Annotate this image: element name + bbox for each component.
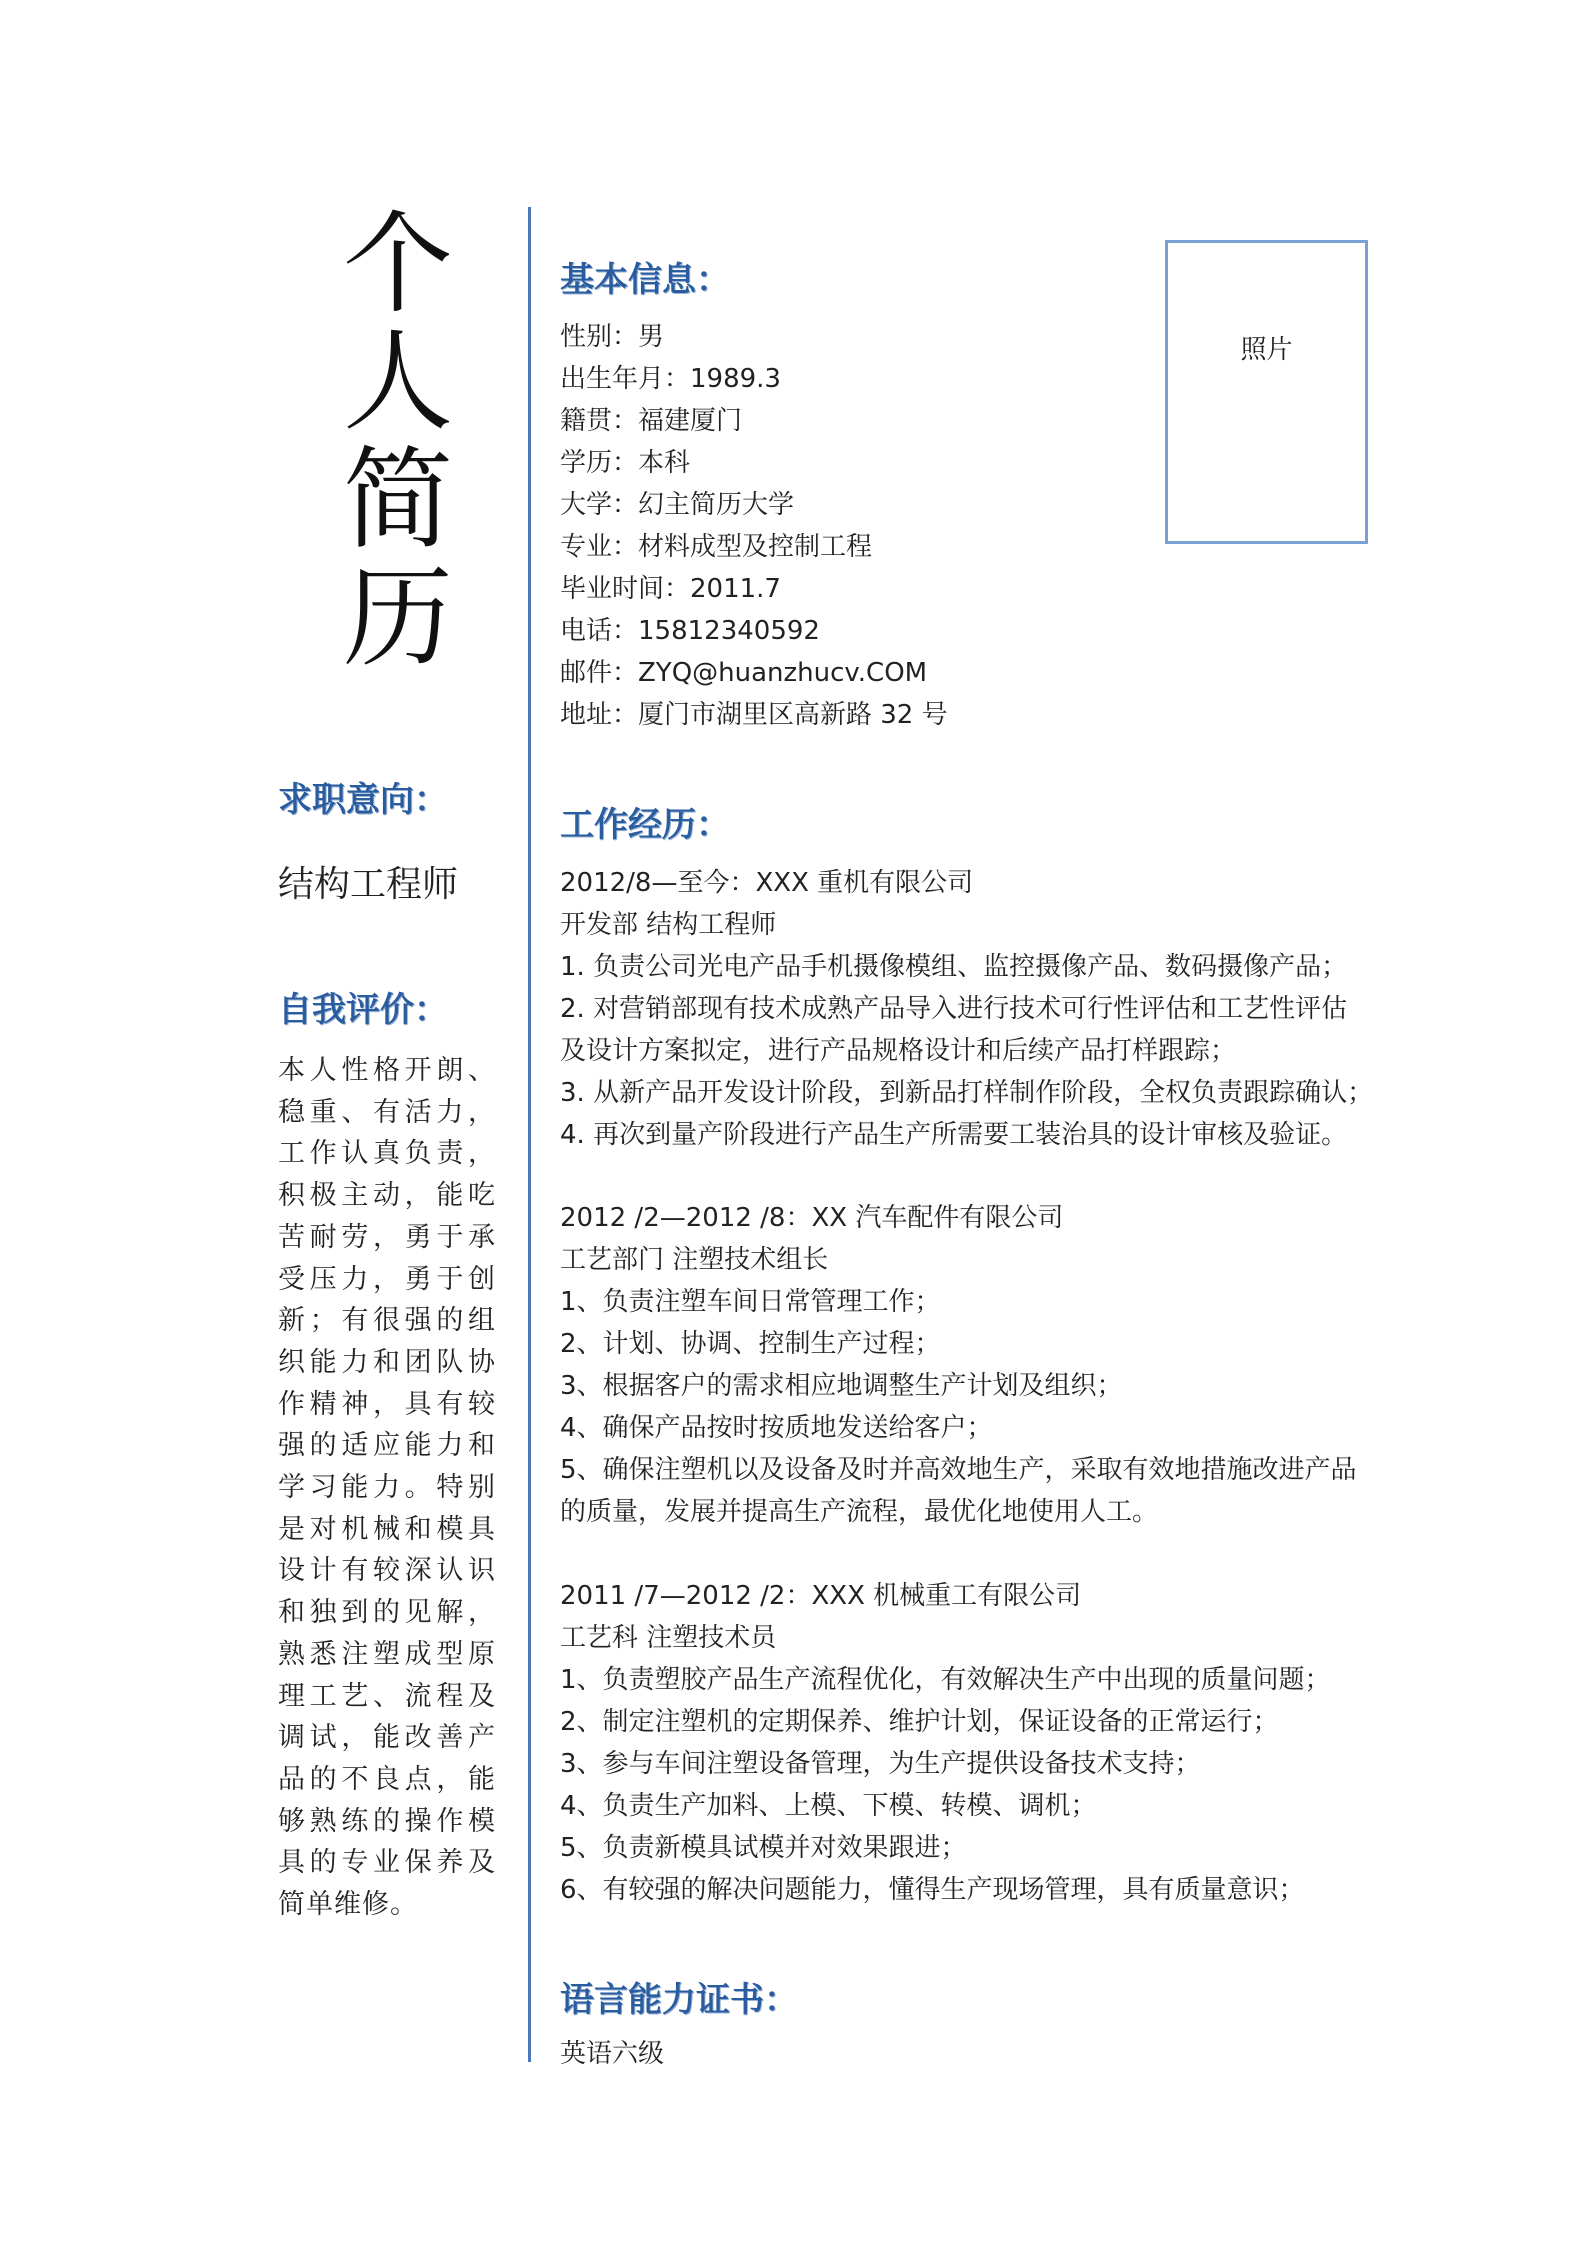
job-duty: 2. 对营销部现有技术成熟产品导入进行技术可行性评估和工艺性评估 (560, 994, 1348, 1024)
title-char: 简 (343, 436, 453, 564)
job-duty: 及设计方案拟定，进行产品规格设计和后续产品打样跟踪； (560, 1036, 1237, 1066)
photo-label: 照片 (1240, 334, 1293, 365)
job-duty: 4、负责生产加料、上模、下模、转模、调机； (560, 1791, 1097, 1821)
self-eval-text: 本人性格开朗、稳重、有活力，工作认真负责，积极主动，能吃苦耐劳，勇于承受压力，勇于创新；有很强的组织能力和团队协作精神，具有较强的适应能力和学习能力。特别是对机械和模具设计有较深认识和独到的见解，熟悉注塑成型原理工艺、流程及调试，能改善产品的不良点，能够熟练的操作模具的专业保养及简单维修。 (278, 1055, 496, 1921)
info-phone: 电话：15812340592 (560, 616, 820, 646)
job-target-value: 结构工程师 (278, 864, 459, 905)
photo-placeholder (1165, 240, 1368, 544)
job-duty: 4、确保产品按时按质地发送给客户； (560, 1413, 993, 1443)
job-duty: 5、负责新模具试模并对效果跟进； (560, 1833, 967, 1863)
info-birth: 出生年月：1989.3 (560, 364, 781, 394)
self-eval-heading: 自我评价： (278, 990, 448, 1030)
info-university: 大学：幻主简历大学 (560, 490, 795, 520)
info-email: 邮件：ZYQ@huanzhucv.COM (560, 658, 928, 688)
info-gender: 性别：男 (560, 322, 665, 352)
job-role: 工艺部门 注塑技术组长 (560, 1245, 829, 1275)
job-role: 工艺科 注塑技术员 (560, 1623, 777, 1653)
job-duty: 3、根据客户的需求相应地调整生产计划及组织； (560, 1371, 1123, 1401)
job-entry (560, 1197, 1440, 1533)
job-period: 2012 /2—2012 /8：XX 汽车配件有限公司 (560, 1203, 1064, 1233)
info-graduation: 毕业时间：2011.7 (560, 574, 781, 604)
resume-title (328, 200, 468, 682)
job-duty: 5、确保注塑机以及设备及时并高效地生产，采取有效地措施改进产品 (560, 1455, 1357, 1485)
job-duty: 的质量，发展并提高生产流程，最优化地使用人工。 (560, 1497, 1159, 1527)
job-target-heading: 求职意向： (278, 780, 448, 820)
info-major: 专业：材料成型及控制工程 (560, 532, 873, 562)
job-period: 2012/8—至今：XXX 重机有限公司 (560, 868, 974, 898)
language-value: 英语六级 (560, 2039, 665, 2069)
info-education: 学历：本科 (560, 448, 691, 478)
job-role: 开发部 结构工程师 (560, 910, 777, 940)
job-duty: 4. 再次到量产阶段进行产品生产所需要工装治具的设计审核及验证。 (560, 1120, 1348, 1150)
title-char: 人 (343, 318, 453, 446)
job-duty: 3、参与车间注塑设备管理，为生产提供设备技术支持； (560, 1749, 1201, 1779)
basic-info-heading: 基本信息： (560, 260, 730, 300)
info-address: 地址：厦门市湖里区高新路 32 号 (560, 700, 948, 730)
job-duty: 2、制定注塑机的定期保养、维护计划，保证设备的正常运行； (560, 1707, 1279, 1737)
job-duty: 1、负责注塑车间日常管理工作； (560, 1287, 941, 1317)
info-hometown: 籍贯：福建厦门 (560, 406, 743, 436)
job-duty: 1. 负责公司光电产品手机摄像模组、监控摄像产品、数码摄像产品； (560, 952, 1348, 982)
job-duty: 3. 从新产品开发设计阶段，到新品打样制作阶段，全权负责跟踪确认； (560, 1078, 1374, 1108)
job-entry (560, 1575, 1440, 1911)
job-duty: 6、有较强的解决问题能力，懂得生产现场管理，具有质量意识； (560, 1875, 1305, 1905)
title-char: 历 (343, 554, 453, 682)
title-char: 个 (343, 200, 453, 328)
job-period: 2011 /7—2012 /2：XXX 机械重工有限公司 (560, 1581, 1082, 1611)
work-heading: 工作经历： (560, 805, 730, 845)
job-duty: 1、负责塑胶产品生产流程优化，有效解决生产中出现的质量问题； (560, 1665, 1331, 1695)
job-entry (560, 862, 1440, 1156)
language-heading: 语言能力证书： (560, 1980, 798, 2020)
job-duty: 2、计划、协调、控制生产过程； (560, 1329, 941, 1359)
column-divider (528, 207, 531, 2062)
